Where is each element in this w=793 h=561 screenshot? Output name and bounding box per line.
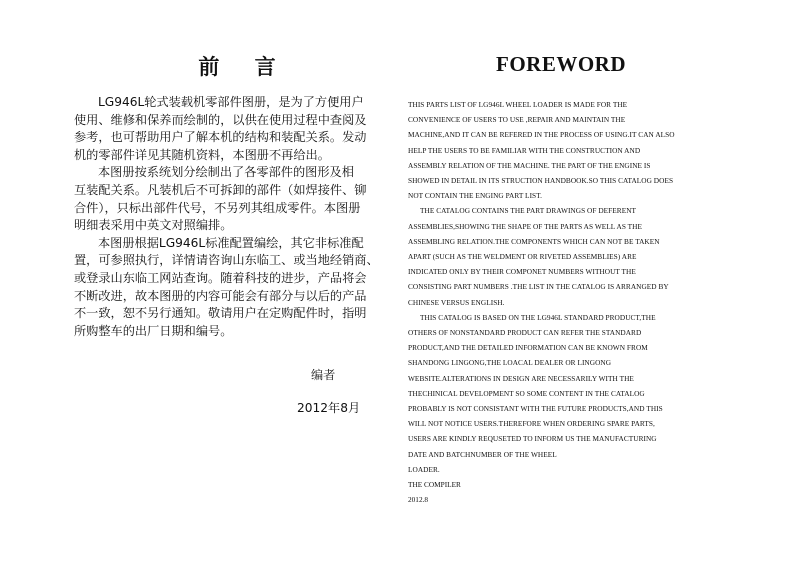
english-title: FOREWORD: [496, 52, 626, 76]
chinese-paragraph-3: 本图册根据LG946L标准配置编绘，其它非标准配 置，可参照执行，详情请咨询山东临工、或当地经销商、 或登录山东临工网站查询。随着科技的进步，产品将会 不断改进，故本图册的内容可能会有部分与以后的产品 不一致，恕不另行通知。敬请用户在定购配件时，指明 所购整车的出厂日期和编号。: [74, 235, 379, 338]
english-paragraph-1: THIS PARTS LIST OF LG946L WHEEL LOADER IS MADE FOR THE CONVENIENCE OF USERS TO USE ,REPAIR AND MAINTAIN THE MACHINE,AND IT CAN BE REFERED IN THE PROCESS OF USING.IT CAN ALSO HELP THE USERS TO BE FAMILIAR WITH THE CONSTRUCTION AND ASSEMBLY RELATION OF THE MACHINE. THE PART OF THE ENGINE IS SHOWED IN DETAIL IN ITS STRUCTION HANDBOOK.SO THIS CATALOG DOES NOT CONTAIN THE ENGING PART LIST.: [408, 100, 675, 201]
chinese-title: 前 言: [198, 54, 290, 79]
chinese-date: 2012年8月: [297, 401, 361, 415]
english-date: 2012.8: [408, 495, 429, 505]
chinese-preface: [74, 50, 396, 340]
chinese-paragraph-1: LG946L轮式装载机零部件图册，是为了方便用户 使用、维修和保养而绘制的，以供在使用过程中查阅及 参考，也可帮助用户了解本机的结构和装配关系。发动 机的零部件详见其随机资料，本图册不再给出。: [74, 95, 367, 162]
chinese-paragraph-2: 本图册按系统划分绘制出了各零部件的图形及相 互装配关系。凡装机后不可拆卸的部件（如焊接件、铆 合件），只标出部件代号，不另列其组成零件。本图册 明细表采用中英文对照编排。: [74, 165, 367, 233]
english-foreword: [408, 97, 720, 507]
english-paragraph-3: THIS CATALOG IS BASED ON THE LG946L STANDARD PRODUCT,THE OTHERS OF NONSTANDARD PRODUCT CAN REFER THE STANDARD PRODUCT,AND THE DETAILED INFORMATION CAN BE KNOWN FROM SHANDONG LINGONG,THE LOACAL DEALER OR LINGONG WEBSITE.ALTERATIONS IN DESIGN ARE NECESSARILY WITH THE THECHINICAL DEVELOPMENT SO SOME CONTENT IN THE CATALOG PROBABLY IS NOT CONSISTANT WITH THE FUTURE PRODUCTS,AND THIS WILL NOT NOTICE USERS.THEREFORE WHEN ORDERING SPARE PARTS, USERS ARE KINDLY REQUSETED TO INFORM US THE MANUFACTURING DATE AND BATCHNUMBER OF THE WHEEL LOADER.: [408, 312, 663, 474]
english-paragraph-2: THE CATALOG CONTAINS THE PART DRAWINGS OF DEFERENT ASSEMBLIES,SHOWING THE SHAPE OF THE PARTS AS WELL AS THE ASSEMBLING RELATION.THE COMPONENTS WHICH CAN NOT BE TAKEN APART (SUCH AS THE WELDMENT OR RIVETED ASSEMBLIES) ARE INDICATED ONLY BY THEIR COMPONET NUMBERS WITHOUT THE CONSISTING PART NUMBERS .THE LIST IN THE CATALOG IS ARRANGED BY CHINESE VERSUS ENGLISH.: [408, 206, 669, 307]
chinese-signature: 编者: [311, 368, 336, 382]
english-signature: THE COMPILER: [408, 480, 461, 490]
